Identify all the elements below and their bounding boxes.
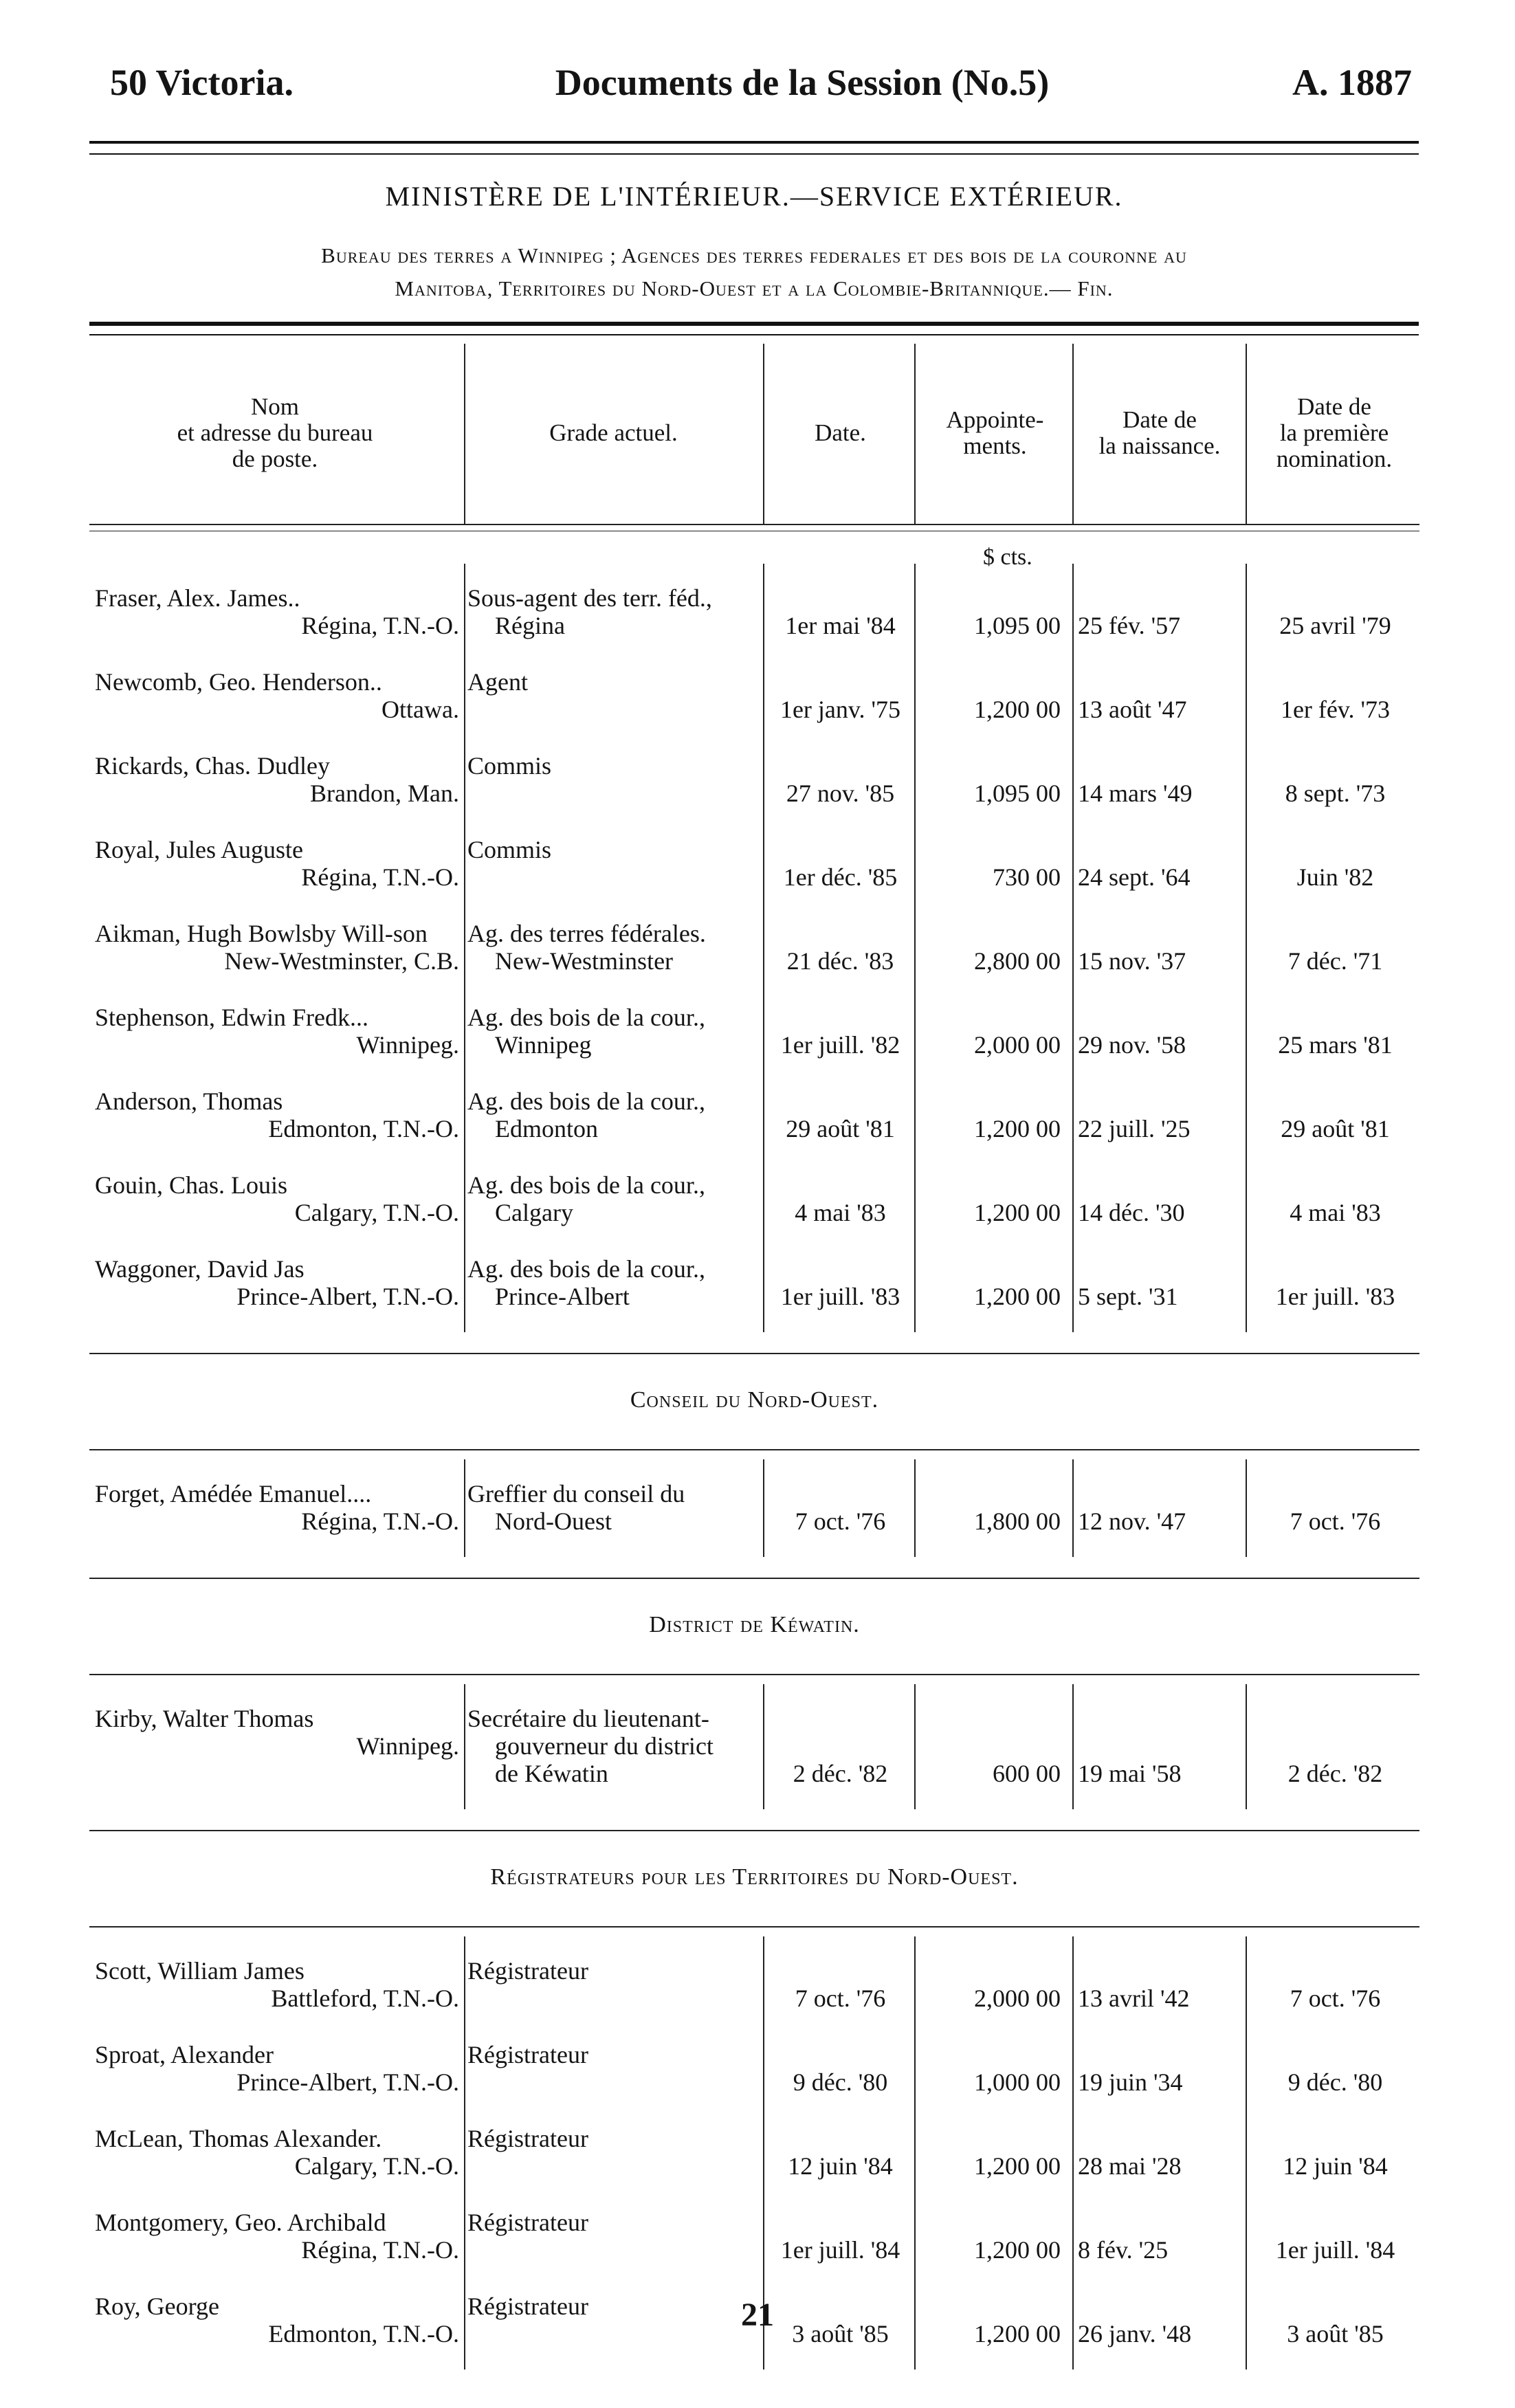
appointments-cell: 1,200 00	[974, 2236, 1061, 2264]
birth-date-cell: 8 fév. '25	[1078, 2236, 1169, 2264]
birth-date-cell: 19 juin '34	[1078, 2068, 1183, 2096]
col-first-line-2: la première	[1279, 419, 1389, 446]
grade-text: Ag. des terres fédérales.	[467, 920, 706, 947]
section-rule	[89, 1449, 1419, 1453]
grade-text-2: Edmonton	[495, 1115, 598, 1142]
person-name: Anderson, Thomas	[95, 1087, 283, 1115]
first-nomination-cell: 29 août '81	[1281, 1115, 1390, 1142]
table-row	[89, 836, 1419, 891]
date-cell: 4 mai '83	[795, 1199, 886, 1226]
table-row	[89, 2125, 1419, 2180]
currency-label: $ cts.	[983, 544, 1032, 570]
table-row	[89, 584, 1419, 639]
grade-cell	[467, 836, 763, 863]
person-name: Aikman, Hugh Bowlsby Will-son	[95, 920, 428, 947]
table-header	[89, 344, 1419, 524]
column-divider	[464, 1459, 465, 1557]
grade-cell	[467, 1171, 763, 1226]
grade-text: Régistrateur	[467, 2209, 588, 2236]
col-header-first-nomination	[1249, 385, 1419, 481]
grade-cell	[467, 1957, 763, 1985]
name-cell	[95, 2041, 459, 2096]
grade-text: Commis	[467, 752, 552, 780]
section-rule	[89, 1830, 1419, 1834]
birth-date-cell: 22 juill. '25	[1078, 1115, 1191, 1142]
person-name: Forget, Amédée Emanuel....	[95, 1480, 372, 1507]
column-divider	[914, 1459, 916, 1557]
first-nomination-cell: 4 mai '83	[1290, 1199, 1381, 1226]
col-birth-line-1: Date de	[1123, 406, 1197, 433]
person-name: Newcomb, Geo. Henderson..	[95, 668, 382, 696]
section-title: Conseil du Nord-Ouest.	[630, 1387, 879, 1413]
table-row	[89, 2041, 1419, 2096]
grade-cell	[467, 752, 763, 780]
post-address: Battleford, T.N.-O.	[271, 1985, 459, 2012]
table-row	[89, 752, 1419, 807]
name-cell	[95, 1705, 459, 1760]
name-cell	[95, 2209, 459, 2264]
date-cell: 9 déc. '80	[793, 2068, 888, 2096]
grade-cell	[467, 1087, 763, 1142]
post-address: Winnipeg.	[356, 1732, 459, 1760]
table-row	[89, 668, 1419, 723]
post-address: Brandon, Man.	[310, 780, 459, 807]
column-divider	[763, 564, 764, 1332]
post-address: Calgary, T.N.-O.	[294, 2152, 459, 2180]
grade-text-2: Winnipeg	[495, 1031, 592, 1059]
grade-cell	[467, 584, 763, 639]
section-title: Régistrateurs pour les Territoires du Nord-Ouest.	[490, 1864, 1019, 1890]
person-name: Sproat, Alexander	[95, 2041, 274, 2068]
birth-date-cell: 19 mai '58	[1078, 1760, 1182, 1787]
grade-cell	[467, 2041, 763, 2068]
person-name: Roy, George	[95, 2293, 219, 2320]
grade-cell	[467, 920, 763, 975]
date-cell: 1er juill. '82	[780, 1031, 900, 1059]
col-first-line-1: Date de	[1297, 393, 1371, 420]
birth-date-cell: 5 sept. '31	[1078, 1283, 1178, 1310]
appointments-cell: 2,000 00	[974, 1985, 1061, 2012]
grade-text: Secrétaire du lieutenant-	[467, 1705, 709, 1732]
section-rule	[89, 1674, 1419, 1678]
name-cell	[95, 920, 459, 975]
column-divider	[914, 564, 916, 1332]
col-header-birth	[1074, 385, 1246, 481]
col-birth-line-2: la naissance.	[1098, 432, 1221, 459]
birth-date-cell: 29 nov. '58	[1078, 1031, 1186, 1059]
appointments-cell: 1,800 00	[974, 1507, 1061, 1535]
post-address: Winnipeg.	[356, 1031, 459, 1059]
post-address: Edmonton, T.N.-O.	[268, 2320, 459, 2348]
header-rule	[89, 141, 1419, 155]
appointments-cell: 1,095 00	[974, 780, 1061, 807]
column-divider	[1072, 344, 1074, 524]
col-name-line-1: Nom	[250, 393, 299, 420]
name-cell	[95, 752, 459, 807]
grade-cell	[467, 1480, 763, 1535]
name-cell	[95, 668, 459, 723]
page-title: MINISTÈRE DE L'INTÉRIEUR.—SERVICE EXTÉRIEUR.	[385, 181, 1123, 212]
birth-date-cell: 28 mai '28	[1078, 2152, 1182, 2180]
birth-date-cell: 13 avril '42	[1078, 1985, 1190, 2012]
date-cell: 1er janv. '75	[779, 696, 901, 723]
grade-cell	[467, 2209, 763, 2236]
first-nomination-cell: 9 déc. '80	[1287, 2068, 1383, 2096]
col-appt-line-1: Appointe-	[946, 406, 1044, 433]
column-divider	[1246, 344, 1247, 524]
column-divider	[914, 344, 916, 524]
name-cell	[95, 584, 459, 639]
table-row	[89, 1957, 1419, 2012]
first-nomination-cell: 25 mars '81	[1278, 1031, 1393, 1059]
name-cell	[95, 1087, 459, 1142]
grade-text-2: Prince-Albert	[495, 1283, 630, 1310]
grade-cell	[467, 1705, 763, 1787]
column-divider	[763, 1459, 764, 1557]
table-row	[89, 1480, 1419, 1535]
person-name: Montgomery, Geo. Archibald	[95, 2209, 386, 2236]
grade-cell	[467, 1004, 763, 1059]
first-nomination-cell: 1er juill. '83	[1275, 1283, 1395, 1310]
date-cell: 1er déc. '85	[783, 863, 898, 891]
appointments-cell: 1,200 00	[974, 2152, 1061, 2180]
date-cell: 3 août '85	[792, 2320, 889, 2348]
grade-text-2: Nord-Ouest	[495, 1507, 612, 1535]
grade-text: Ag. des bois de la cour.,	[467, 1004, 705, 1031]
name-cell	[95, 1255, 459, 1310]
post-address: Régina, T.N.-O.	[301, 863, 459, 891]
table-row	[89, 1705, 1419, 1787]
grade-cell	[467, 2125, 763, 2152]
appointments-cell: 730 00	[993, 863, 1061, 891]
grade-text: Ag. des bois de la cour.,	[467, 1171, 705, 1199]
birth-date-cell: 14 déc. '30	[1078, 1199, 1185, 1226]
post-address: Ottawa.	[381, 696, 459, 723]
person-name: Waggoner, David Jas	[95, 1255, 305, 1283]
column-divider	[1246, 1684, 1247, 1809]
first-nomination-cell: 1er juill. '84	[1275, 2236, 1395, 2264]
column-divider	[763, 1684, 764, 1809]
name-cell	[95, 1171, 459, 1226]
first-nomination-cell: 2 déc. '82	[1287, 1760, 1383, 1787]
date-cell: 1er mai '84	[785, 612, 896, 639]
grade-text: Régistrateur	[467, 1957, 588, 1985]
first-nomination-cell: Juin '82	[1296, 863, 1374, 891]
post-address: New-Westminster, C.B.	[224, 947, 459, 975]
grade-text: Agent	[467, 668, 528, 696]
post-address: Calgary, T.N.-O.	[294, 1199, 459, 1226]
appointments-cell: 1,200 00	[974, 1199, 1061, 1226]
col-first-line-3: nomination.	[1276, 445, 1393, 472]
appointments-cell: 1,200 00	[974, 696, 1061, 723]
name-cell	[95, 2125, 459, 2180]
person-name: McLean, Thomas Alexander.	[95, 2125, 382, 2152]
appointments-cell: 1,000 00	[974, 2068, 1061, 2096]
appointments-cell: 1,200 00	[974, 2320, 1061, 2348]
first-nomination-cell: 1er fév. '73	[1280, 696, 1391, 723]
grade-text: Régistrateur	[467, 2293, 588, 2320]
col-header-appointments	[918, 385, 1072, 481]
grade-text-2: Régina	[495, 612, 565, 639]
appointments-cell: 600 00	[993, 1760, 1061, 1787]
column-divider	[1072, 1459, 1074, 1557]
post-address: Prince-Albert, T.N.-O.	[236, 1283, 459, 1310]
person-name: Rickards, Chas. Dudley	[95, 752, 330, 780]
person-name: Stephenson, Edwin Fredk...	[95, 1004, 368, 1031]
header-title: Documents de la Session (No.5)	[555, 62, 1050, 103]
person-name: Scott, William James	[95, 1957, 305, 1985]
birth-date-cell: 25 fév. '57	[1078, 612, 1181, 639]
col-appt-line-2: ments.	[963, 432, 1027, 459]
grade-text: Ag. des bois de la cour.,	[467, 1087, 705, 1115]
date-cell: 29 août '81	[786, 1115, 895, 1142]
col-header-name	[89, 385, 461, 481]
page-number: 21	[741, 2297, 774, 2333]
grade-text: Commis	[467, 836, 552, 863]
person-name: Royal, Jules Auguste	[95, 836, 303, 863]
column-divider	[1246, 564, 1247, 1332]
col-header-date: Date.	[815, 419, 866, 446]
col-name-line-3: de poste.	[232, 445, 318, 472]
date-cell: 7 oct. '76	[795, 1507, 886, 1535]
appointments-cell: 1,200 00	[974, 1283, 1061, 1310]
column-divider	[1072, 564, 1074, 1332]
post-address: Prince-Albert, T.N.-O.	[236, 2068, 459, 2096]
date-cell: 7 oct. '76	[795, 1985, 886, 2012]
header-bottom-rule	[89, 524, 1419, 531]
appointments-cell: 1,200 00	[974, 1115, 1061, 1142]
grade-text: Sous-agent des terr. féd.,	[467, 584, 712, 612]
date-cell: 2 déc. '82	[793, 1760, 888, 1787]
birth-date-cell: 26 janv. '48	[1078, 2320, 1192, 2348]
date-cell: 12 juin '84	[788, 2152, 893, 2180]
table-row	[89, 920, 1419, 975]
first-nomination-cell: 12 juin '84	[1283, 2152, 1388, 2180]
grade-text: Greffier du conseil du	[467, 1480, 685, 1507]
grade-text-2: Calgary	[495, 1199, 573, 1226]
first-nomination-cell: 7 déc. '71	[1287, 947, 1383, 975]
birth-date-cell: 14 mars '49	[1078, 780, 1193, 807]
column-divider	[914, 1684, 916, 1809]
birth-date-cell: 13 août '47	[1078, 696, 1187, 723]
grade-text-3: de Kéwatin	[495, 1760, 608, 1787]
table-row	[89, 1004, 1419, 1059]
grade-text-2: New-Westminster	[495, 947, 674, 975]
birth-date-cell: 24 sept. '64	[1078, 863, 1191, 891]
grade-text: Régistrateur	[467, 2125, 588, 2152]
first-nomination-cell: 25 avril '79	[1279, 612, 1391, 639]
column-divider	[464, 344, 465, 524]
post-address: Edmonton, T.N.-O.	[268, 1115, 459, 1142]
name-cell	[95, 1957, 459, 2012]
post-address: Régina, T.N.-O.	[301, 612, 459, 639]
person-name: Kirby, Walter Thomas	[95, 1705, 314, 1732]
person-name: Fraser, Alex. James..	[95, 584, 300, 612]
name-cell	[95, 1480, 459, 1535]
column-divider	[1246, 1459, 1247, 1557]
column-divider	[464, 1684, 465, 1809]
header-session: 50 Victoria.	[110, 62, 294, 103]
date-cell: 1er juill. '83	[780, 1283, 900, 1310]
subtitle-line-1: Bureau des terres a Winnipeg ; Agences des terres federales et des bois de la couronne au	[321, 243, 1187, 267]
grade-cell	[467, 668, 763, 696]
section-title: District de Kéwatin.	[649, 1612, 860, 1637]
section-rule	[89, 1353, 1419, 1357]
column-divider	[464, 564, 465, 1332]
section-rule	[89, 1926, 1419, 1930]
name-cell	[95, 1004, 459, 1059]
first-nomination-cell: 8 sept. '73	[1285, 780, 1386, 807]
grade-text-2: gouverneur du district	[495, 1732, 714, 1760]
grade-text: Ag. des bois de la cour.,	[467, 1255, 705, 1283]
page-subtitle	[103, 239, 1405, 305]
header-year: A. 1887	[1292, 62, 1412, 103]
person-name: Gouin, Chas. Louis	[95, 1171, 288, 1199]
title-rule	[89, 322, 1419, 335]
appointments-cell: 1,095 00	[974, 612, 1061, 639]
birth-date-cell: 12 nov. '47	[1078, 1507, 1186, 1535]
table-row	[89, 1171, 1419, 1226]
table-row	[89, 1255, 1419, 1310]
date-cell: 27 nov. '85	[786, 780, 895, 807]
section-rule	[89, 1578, 1419, 1582]
appointments-cell: 2,000 00	[974, 1031, 1061, 1059]
first-nomination-cell: 7 oct. '76	[1290, 1507, 1381, 1535]
name-cell	[95, 836, 459, 891]
date-cell: 21 déc. '83	[786, 947, 894, 975]
table-row	[89, 2209, 1419, 2264]
col-name-line-2: et adresse du bureau	[177, 419, 373, 446]
date-cell: 1er juill. '84	[780, 2236, 900, 2264]
post-address: Régina, T.N.-O.	[301, 1507, 459, 1535]
appointments-cell: 2,800 00	[974, 947, 1061, 975]
column-divider	[763, 344, 764, 524]
subtitle-line-2: Manitoba, Territoires du Nord-Ouest et a la Colombie-Britannique.— Fin.	[395, 276, 1114, 300]
column-divider	[1072, 1684, 1074, 1809]
staff-table	[89, 344, 1419, 2348]
first-nomination-cell: 7 oct. '76	[1290, 1985, 1381, 2012]
post-address: Régina, T.N.-O.	[301, 2236, 459, 2264]
grade-text: Régistrateur	[467, 2041, 588, 2068]
col-header-grade: Grade actuel.	[549, 419, 678, 446]
table-row	[89, 1087, 1419, 1142]
running-header	[110, 55, 1412, 110]
birth-date-cell: 15 nov. '37	[1078, 947, 1186, 975]
grade-cell	[467, 1255, 763, 1310]
first-nomination-cell: 3 août '85	[1287, 2320, 1384, 2348]
